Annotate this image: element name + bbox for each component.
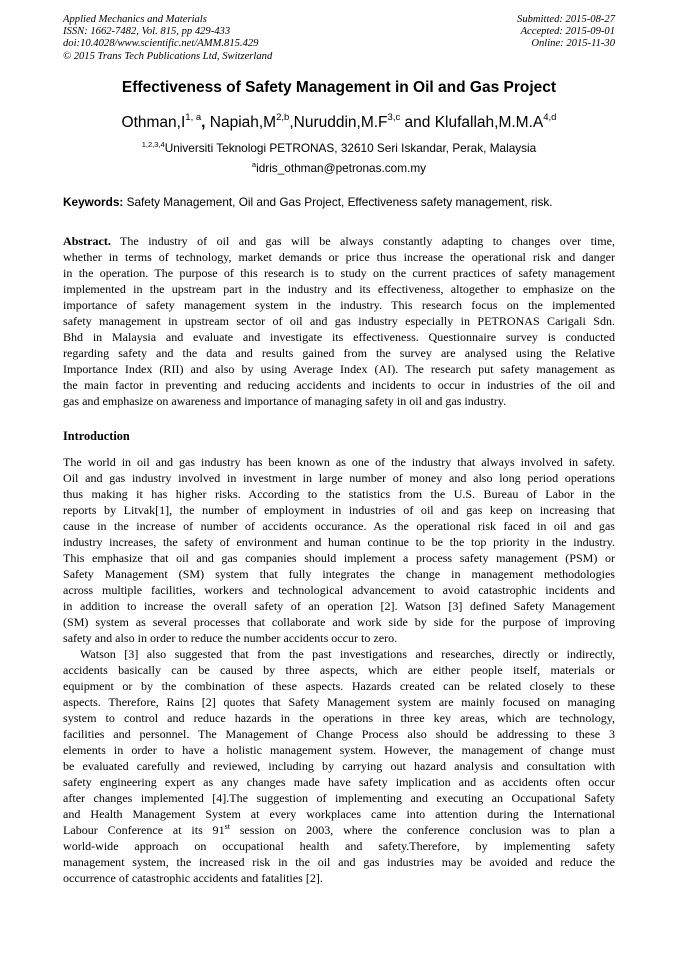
doi-line: doi:10.4028/www.scientific.net/AMM.815.429 — [63, 38, 259, 50]
ordinal-suffix: st — [224, 822, 230, 831]
paragraph-line: The world in oil and gas industry has been known as one of the industry that always involved in safety. — [63, 455, 615, 469]
paragraph-line: safety engineering expert as any changes made have safety implication and as accidents often occur — [63, 775, 615, 789]
paragraph-line: management system, the increased risk in the oil and gas industries may be avoided and reduce the — [63, 855, 615, 869]
affiliation — [0, 141, 678, 155]
paragraph-line: Oil and gas industry involved in investment in large number of money and also long period operations — [63, 471, 615, 485]
author-2: Napiah,M — [205, 114, 277, 131]
section-heading-introduction: Introduction — [63, 429, 130, 443]
corresponding-email — [0, 161, 678, 175]
paragraph-line: in addition to increase the overall safety of an operation [2]. Watson [3] defined Safety Management — [63, 599, 615, 613]
author-3-affil: 3,c — [387, 112, 401, 123]
author-4: and Klufallah,M.M.A — [400, 114, 544, 131]
affiliation-marker: 1,2,3,4 — [141, 140, 165, 149]
introduction-body — [63, 454, 615, 886]
paper-title: Effectiveness of Safety Management in Oil and Gas Project — [121, 79, 557, 96]
paragraph-line: and Health Management System at every workplaces came into attention during the International — [63, 807, 615, 821]
author-3: ,Nuruddin,M.F — [289, 114, 388, 131]
paragraph-line: be evaluated carefully and reviewed, including by carrying out hazard analysis and consultation with — [63, 759, 615, 773]
author-separator: , — [201, 114, 206, 131]
abstract-line: Abstract. The industry of oil and gas will be always constantly adapting to changes over time, — [63, 234, 615, 248]
paragraph-line: safety and also in order to reduce the number accidents occur to zero. — [63, 631, 398, 645]
abstract-line: regarding safety and the data and results gained from the survey are analysed using the Relative — [63, 346, 615, 360]
paragraph-line: cause in the increase of number of accidents occurance. As the operational risk faced in oil and gas — [63, 519, 615, 533]
author-4-affil: 4,d — [543, 112, 557, 123]
paragraph-line: after changes implemented [4].The suggestion of implementing and executing an Occupational Safety — [63, 791, 615, 805]
abstract-line: in the operation. The purpose of this research is to study on the current practices of safety management — [63, 266, 615, 280]
submitted-date: Submitted: 2015-08-27 — [517, 14, 615, 25]
paragraph-line: thus making it has higher risks. According to the statistics from the U.S. Bureau of Labor in the — [63, 487, 615, 501]
keywords-label: Keywords: — [63, 195, 124, 209]
issn-line: ISSN: 1662-7482, Vol. 815, pp 429-433 — [63, 26, 231, 38]
copyright-line: © 2015 Trans Tech Publications Ltd, Switzerland — [63, 50, 273, 62]
paragraph-line: elements in order to have a holistic management system. However, the management of change must — [63, 743, 615, 757]
paragraph-line: aspects. Therefore, Rains [2] quotes that Safety Management system are mainly focused on managing — [63, 695, 615, 709]
abstract — [63, 233, 615, 409]
keywords — [63, 195, 623, 209]
paragraph-line: occurrence of catastrophic accidents and fatalities [2]. — [63, 871, 323, 885]
paragraph-line: Safety Management (SM) system that fully integrates the change in management methodologies — [63, 567, 615, 581]
journal-name: Applied Mechanics and Materials — [63, 14, 207, 25]
submission-dates — [517, 14, 615, 51]
paragraph-line: facilities and personnel. The Management of Change Process also should be addressing to these 3 — [63, 727, 615, 741]
author-2-affil: 2,b — [276, 112, 290, 123]
journal-info — [63, 14, 272, 63]
paragraph-line: accidents basically can be caused by three aspects, which are either people itself, materials or — [63, 663, 615, 677]
paragraph-line: reports by Litvak[1], the number of employment in industries of oil and gas keep on increasing that — [63, 503, 615, 517]
paragraph-line: world-wide approach on occupational health and safety.Therefore, by implementing safety — [63, 839, 615, 853]
paragraph-line: system to control and reduce hazards in the operations in three key areas, which are technology, — [63, 711, 615, 725]
online-date: Online: 2015-11-30 — [531, 38, 615, 50]
author-list — [0, 114, 678, 132]
email-marker: a — [251, 160, 257, 169]
paragraph-line: (SM) system as several processes that collaborate and work side by side for the purpose of improving — [63, 615, 615, 629]
author-1: Othman,I — [121, 114, 186, 131]
paragraph-line: Labour Conference at its 91st session on 2003, where the conference conclusion was to plan a — [63, 822, 615, 837]
email-link[interactable]: idris_othman@petronas.com.my — [256, 161, 427, 175]
abstract-line: implemented in the upstream part in the industry and its effectiveness, altogether to emphasize on the — [63, 282, 615, 296]
abstract-line: gas and emphasize on awareness and importance of managing safety in oil and gas industry. — [63, 394, 507, 408]
abstract-line: safety management in upstream sector of oil and gas industry especially in PETRONAS Carigali Sdn. — [63, 314, 615, 328]
abstract-line: importance of safety management system in the industry. This research focus on the implemented — [63, 298, 615, 312]
abstract-line: whether in terms of technology, market demands or price thus increase the operational risk and danger — [63, 250, 615, 264]
abstract-line: Importance Index (RII) and also by using Average Index (AI). The research put safety management as — [63, 362, 615, 376]
paragraph-line: industry increases, the safety of environment and human continue to be the top priority in the industry. — [63, 535, 615, 549]
paragraph-line: equipment or by the combination of these aspects. Hazards created can be related closely to these — [63, 679, 615, 693]
affiliation-text: Universiti Teknologi PETRONAS, 32610 Seri Iskandar, Perak, Malaysia — [164, 141, 537, 155]
accepted-date: Accepted: 2015-09-01 — [520, 26, 615, 38]
paragraph-line: across multiple facilities, workers and technological advancement to avoid catastrophic incidents and — [63, 583, 615, 597]
abstract-label: Abstract. — [63, 234, 111, 248]
author-1-affil: 1, a — [185, 112, 202, 123]
abstract-line: the main factor in preventing and reducing accidents and incidents to occur in industries of the oil and — [63, 378, 615, 392]
paragraph-line: Watson [3] also suggested that from the past investigations and researches, directly or indirectly, — [80, 647, 615, 661]
abstract-line: Bhd in Malaysia and evaluate and investigate its effectiveness. Questionnaire survey is conducted — [63, 330, 615, 344]
paragraph-line: This emphasize that oil and gas companies should implement a process safety management (PSM) or — [63, 551, 615, 565]
keywords-text: Safety Management, Oil and Gas Project, Effectiveness safety management, risk. — [123, 195, 553, 209]
